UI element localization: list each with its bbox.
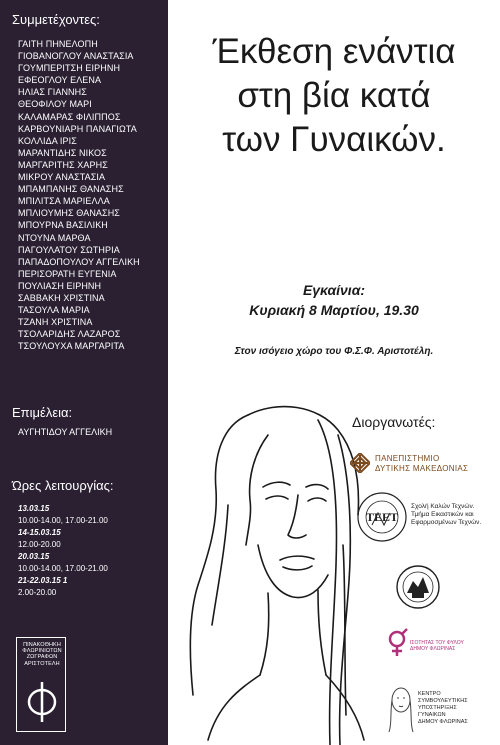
hours-time: 10.00-14.00, 17.00-21.00 — [18, 564, 108, 573]
phi-logo-icon — [26, 680, 58, 724]
center-name-line: ΥΠΟΣΤΗΡΙΞΗΣ — [418, 705, 457, 711]
school-name-line: Εφαρμοσμένων Τεχνών. — [411, 519, 482, 526]
school-name-line: Τμήμα Εικαστικών και — [411, 511, 474, 518]
gender-equality-committee-logo — [388, 628, 498, 668]
gallery-logo — [16, 637, 66, 732]
university-logo — [350, 453, 490, 475]
participants-list — [18, 38, 140, 352]
hours-time: 10.00-14.00, 17.00-21.00 — [18, 516, 108, 525]
woman-face-line-drawing — [168, 395, 398, 745]
organizers-heading: Διοργανωτές: — [352, 414, 436, 430]
committee-name-line: ΔΗΜΟΥ ΦΛΩΡΙΝΑΣ — [410, 646, 456, 652]
participant-name: ΠΟΥΛΙΑΣΗ ΕΙΡΗΝΗ — [18, 280, 102, 291]
women-counseling-center-logo — [386, 684, 496, 739]
university-knot-icon — [350, 453, 370, 473]
participant-name: ΤΣΟΥΛΟΥΧΑ ΜΑΡΓΑΡΙΤΑ — [18, 341, 125, 352]
university-name-line: ΠΑΝΕΠΙΣΤΗΜΙΟ — [375, 454, 440, 463]
opening-hours-list — [18, 503, 108, 599]
participant-name: ΚΑΡΒΟΥΝΙΑΡΗ ΠΑΝΑΓΙΩΤΑ — [18, 123, 137, 134]
center-name-line: ΣΥΜΒΟΥΛΕΥΤΙΚΗΣ — [418, 698, 468, 704]
university-name — [375, 454, 468, 473]
participant-name: ΝΤΟΥΝΑ ΜΑΡΘΑ — [18, 232, 91, 243]
committee-name — [410, 640, 464, 652]
opening-hours-heading: Ώρες λειτουργίας: — [12, 478, 114, 493]
participant-name: ΜΙΚΡΟΥ ΑΝΑΣΤΑΣΙΑ — [18, 172, 106, 183]
gallery-logo-text: ΠΙΝΑΚΟΘΗΚΗ ΦΛΩΡΙΝΙΩΤΩΝ ΖΩΓΡΑΦΩΝ ΑΡΙΣΤΟΤΕΛΗ — [22, 642, 62, 667]
center-name-line: ΓΥΝΑΙΚΩΝ — [418, 712, 446, 718]
school-name — [411, 503, 481, 527]
participant-name: ΘΕΟΦΙΛΟΥ ΜΑΡΙ — [18, 99, 92, 110]
venue-text: Στον ισόγειο χώρο του Φ.Σ.Φ. Αριστοτέλη. — [234, 346, 434, 357]
participant-name: ΓΑΙΤΗ ΠΗΝΕΛΟΠΗ — [18, 39, 98, 49]
municipality-of-florina-emblem — [395, 563, 441, 613]
school-name-line: Σχολή Καλών Τεχνών. — [411, 503, 475, 510]
participant-name: ΓΙΟΒΑΝΟΓΛΟΥ ΑΝΑΣΤΑΣΙΑ — [18, 51, 134, 62]
participant-name: ΤΖΑΝΗ ΧΡΙΣΤΙΝΑ — [18, 317, 93, 328]
hours-date: 13.03.15 — [18, 504, 50, 513]
center-name-line: ΔΗΜΟΥ ΦΛΩΡΙΝΑΣ — [418, 719, 468, 725]
participant-name: ΗΛΙΑΣ ΓΙΑΝΝΗΣ — [18, 87, 87, 98]
participant-name: ΤΑΣΟΥΛΑ ΜΑΡΙΑ — [18, 305, 90, 316]
participant-name: ΜΠΙΛΙΤΣΑ ΜΑΡΙΕΛΛΑ — [18, 196, 110, 207]
hours-time: 12.00-20.00 — [18, 540, 61, 549]
participant-name: ΠΑΠΑΔΟΠΟΥΛΟΥ ΑΓΓΕΛΙΚΗ — [18, 256, 140, 267]
hours-date: 20.03.15 — [18, 552, 50, 561]
school-seal-icon — [356, 491, 408, 543]
hours-date: 14-15.03.15 — [18, 528, 61, 537]
opening-date: Κυριακή 8 Μαρτίου, 19.30 — [249, 302, 419, 318]
title-line: στη βία κατά — [237, 76, 431, 115]
woman-portrait-icon — [386, 684, 416, 734]
curator-name: ΑΥΓΗΤΙΔΟΥ ΑΓΓΕΛΙΚΗ — [18, 427, 113, 437]
participant-name: ΜΑΡΑΝΤΙΔΗΣ ΝΙΚΟΣ — [18, 147, 107, 158]
sidebar — [0, 0, 168, 745]
title-line: των Γυναικών. — [222, 120, 446, 159]
participant-name: ΕΦΕΟΓΛΟΥ ΕΛΕΝΑ — [18, 75, 102, 86]
committee-name-line: ΙΣΟΤΗΤΑΣ ΤΟΥ ΦΥΛΟΥ — [410, 640, 464, 646]
hours-date: 21-22.03.15 1 — [18, 576, 68, 585]
participant-name: ΜΑΡΓΑΡΙΤΗΣ ΧΑΡΗΣ — [18, 159, 108, 170]
participant-name: ΚΟΛΛΙΔΑ ΙΡΙΣ — [18, 135, 77, 146]
title-line: Έκθεση ενάντια — [212, 32, 456, 71]
participant-name: ΜΠΑΜΠΑΝΗΣ ΘΑΝΑΣΗΣ — [18, 184, 124, 195]
svg-text:ΤΕΕΤ: ΤΕΕΤ — [365, 510, 399, 524]
center-name — [418, 691, 468, 726]
gender-symbol-icon — [388, 628, 408, 658]
participant-name: ΜΠΟΥΡΝΑ ΒΑΣΙΛΙΚΗ — [18, 220, 108, 231]
center-name-line: ΚΕΝΤΡΟ — [418, 691, 441, 697]
participant-name: ΚΑΛΑΜΑΡΑΣ ΦΙΛΙΠΠΟΣ — [18, 111, 121, 122]
curation-heading: Επιμέλεια: — [12, 405, 73, 420]
school-of-fine-arts-logo — [356, 491, 496, 546]
university-name-line: ΔΥΤΙΚΗΣ ΜΑΚΕΔΟΝΙΑΣ — [375, 463, 469, 473]
participant-name: ΠΕΡΙΣΟΡΑΤΗ ΕΥΓΕΝΙΑ — [18, 268, 117, 279]
participant-name: ΠΑΓΟΥΛΑΤΟΥ ΣΩΤΗΡΙΑ — [18, 244, 120, 255]
participant-name: ΜΠΛΙΟΥΜΗΣ ΘΑΝΑΣΗΣ — [18, 208, 120, 219]
participant-name: ΓΟΥΜΠΕΡΙΤΣΗ ΕΙΡΗΝΗ — [18, 63, 121, 74]
hours-time: 2.00-20.00 — [18, 588, 57, 597]
exhibition-title — [184, 30, 484, 162]
participant-name: ΤΣΟΛΑΡΙΔΗΣ ΛΑΖΑΡΟΣ — [18, 329, 121, 340]
opening-label: Εγκαίνια: — [302, 282, 366, 298]
participants-heading: Συμμετέχοντες: — [12, 12, 100, 27]
participant-name: ΣΑΒΒΑΚΗ ΧΡΙΣΤΙΝΑ — [18, 292, 105, 303]
